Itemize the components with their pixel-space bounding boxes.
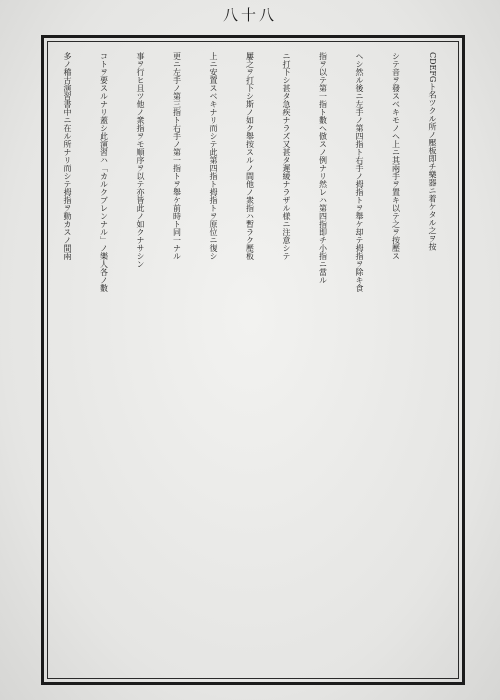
- text-line: ヘシ然ル後ニ左手ノ第四指ト右手ノ拇指トヲ舉ケ却テ拇指ヲ除キ食: [355, 52, 364, 292]
- text-line: ニ打下シ甚タ急疾ナラズ又甚タ遲緩ナラザル様ニ注意シテ: [282, 52, 291, 260]
- text-line: 事ヲ行ヒ且ツ他ノ衆指ヲモ順序ヲ以テ亦皆此ノ如クナサシン: [136, 52, 145, 268]
- page-number: 八十八: [222, 6, 277, 24]
- vertical-text-block: [50, 46, 456, 678]
- text-line: コトヲ要スルナリ蓋シ此演習ハ「カルクブレンナル」ノ樂人各ノ數: [99, 52, 109, 292]
- text-line: 多ノ稽古演習書中ニ在ル所ナリ而シテ拇指ヲ動カスノ間兩: [63, 52, 72, 260]
- text-line: CDEFGト名ツクル所ノ壓板即チ樂器ニ着ケタル之ヲ按: [428, 52, 437, 251]
- text-line: 屢之ヲ打下シ斯ノ如ク舉按スルノ間他ノ衆指ハ暫ラク壓板: [245, 52, 255, 260]
- text-line: 指ヲ以テ第一指ト數ヘ倣スノ例ナリ然レハ第四指即チ小指ニ當ル: [318, 52, 328, 284]
- text-line: シテ音ヲ發スベキモノヘ上ニ其兩手ヲ置キ以テ之ヲ按壓ス: [391, 52, 401, 260]
- text-line: 上ニ安置スベキナリ而シテ此第四指ト拇指トヲ原位ニ復シ: [209, 52, 218, 260]
- text-line: 更ニ左手ノ第三指ト右手ノ第一指トヲ舉ケ前時ト同一ナル: [172, 52, 182, 260]
